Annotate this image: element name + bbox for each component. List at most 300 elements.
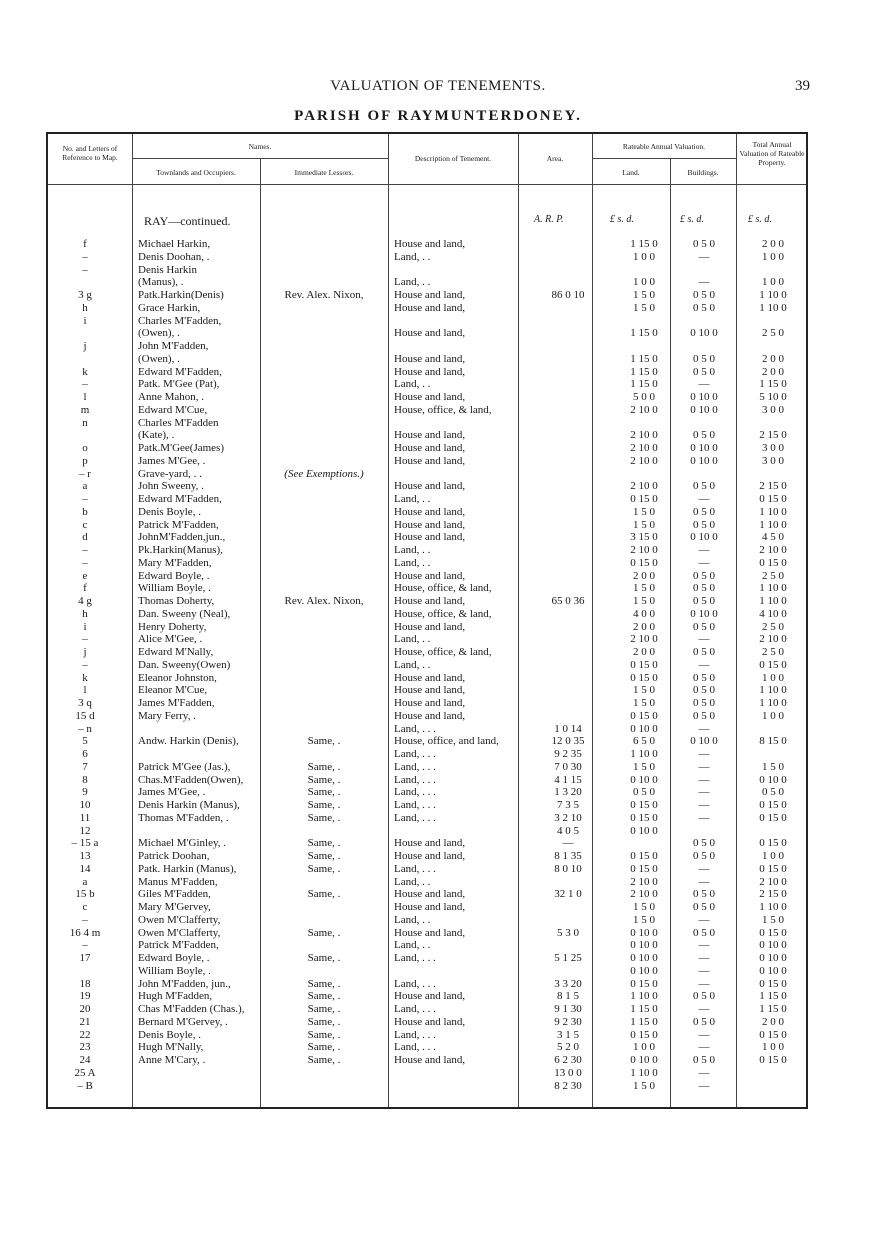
- ref-cell: 24: [79, 1054, 91, 1066]
- description-cell: Land, . . .: [394, 1041, 436, 1054]
- table-row: [48, 952, 810, 964]
- occupier-cell: Henry Doherty,: [138, 620, 207, 633]
- description-cell: House and land,: [394, 429, 466, 442]
- ref-cell: 22: [79, 1028, 91, 1041]
- ref-cell: –: [82, 556, 88, 569]
- occupier-cell: Michael M'Ginley, .: [138, 837, 227, 850]
- land-value-cell: 1 10 0: [630, 1066, 658, 1079]
- buildings-value-cell: 0 5 0: [693, 888, 715, 901]
- total-value-cell: 0 10 0: [759, 952, 787, 964]
- description-cell: House and land,: [394, 1015, 466, 1028]
- description-cell: Land, . .: [394, 493, 431, 505]
- buildings-value-cell: —: [698, 276, 710, 289]
- ref-cell: –: [82, 633, 88, 646]
- total-value-cell: 2 15 0: [759, 429, 787, 442]
- occupier-cell: John M'Fadden,: [138, 340, 209, 352]
- occupier-cell: Eleanor M'Cue,: [138, 684, 208, 697]
- table-row: [48, 850, 810, 862]
- ref-cell: – n: [78, 722, 92, 735]
- table-row: [48, 544, 810, 556]
- area-cell: 12 0 35: [551, 735, 585, 748]
- table-row: [48, 646, 810, 658]
- buildings-value-cell: 0 10 0: [690, 531, 718, 544]
- table-row: [48, 774, 810, 786]
- table-row: [48, 1080, 810, 1092]
- total-value-cell: 2 5 0: [762, 569, 784, 582]
- occupier-cell: Denis Harkin (Manus),: [138, 799, 240, 811]
- area-cell: 1 3 20: [554, 786, 582, 799]
- occupier-cell: Eleanor Johnston,: [138, 671, 217, 684]
- table-row: [48, 1067, 810, 1079]
- buildings-value-cell: —: [698, 556, 710, 569]
- occupier-cell: John M'Fadden, jun.,: [138, 977, 231, 990]
- land-value-cell: 1 5 0: [633, 289, 655, 301]
- table-row: [48, 939, 810, 951]
- description-cell: House and land,: [394, 327, 466, 340]
- description-cell: Land, . . .: [394, 1003, 436, 1015]
- ref-cell: –: [82, 493, 88, 505]
- occupier-cell: James M'Gee, .: [138, 454, 206, 467]
- land-value-cell: 2 10 0: [630, 480, 658, 493]
- table-row: [48, 429, 810, 441]
- description-cell: House and land,: [394, 442, 466, 454]
- ref-cell: l: [83, 684, 87, 697]
- table-row: [48, 455, 810, 467]
- description-cell: Land, . . .: [394, 760, 436, 773]
- total-value-cell: 2 0 0: [762, 352, 784, 365]
- ref-cell: –: [82, 250, 88, 263]
- description-cell: House and land,: [394, 671, 466, 684]
- land-value-cell: 5 0 0: [633, 391, 655, 403]
- buildings-units: £ s. d.: [680, 214, 704, 225]
- ref-cell: 19: [79, 990, 91, 1003]
- total-value-cell: 0 15 0: [759, 658, 787, 671]
- table-row: [48, 990, 810, 1002]
- table-row: [48, 825, 810, 837]
- land-value-cell: 0 15 0: [630, 658, 658, 671]
- land-value-cell: 1 10 0: [630, 748, 658, 760]
- occupier-cell: Mary Ferry, .: [138, 709, 196, 722]
- land-units: £ s. d.: [610, 214, 634, 225]
- ref-cell: 7: [82, 760, 88, 773]
- total-value-cell: 2 0 0: [762, 1015, 784, 1028]
- ref-cell: h: [82, 301, 88, 314]
- ref-cell: 6: [82, 748, 88, 760]
- occupier-cell: Denis Doohan, .: [138, 250, 210, 263]
- lessor-cell: Same, .: [307, 1003, 341, 1015]
- table-row: [48, 264, 810, 276]
- occupier-cell: Bernard M'Gervey, .: [138, 1015, 228, 1028]
- table-row: [48, 1003, 810, 1015]
- table-row: [48, 276, 810, 288]
- table-row: [48, 289, 810, 301]
- occupier-cell: William Boyle, .: [138, 582, 211, 595]
- occupier-cell: James M'Gee, .: [138, 786, 206, 799]
- total-value-cell: 0 15 0: [759, 493, 787, 505]
- ref-cell: – B: [77, 1079, 93, 1092]
- ref-cell: f: [83, 582, 87, 595]
- occupier-cell: Hugh M'Fadden,: [138, 990, 213, 1003]
- lessor-cell: Rev. Alex. Nixon,: [284, 289, 364, 301]
- land-value-cell: 0 15 0: [630, 799, 658, 811]
- header-names: Names.: [248, 142, 272, 151]
- description-cell: Land, . . .: [394, 722, 436, 735]
- area-cell: 4 0 5: [557, 824, 579, 837]
- ref-cell: a: [82, 875, 88, 888]
- table-row: [48, 914, 810, 926]
- land-value-cell: 2 0 0: [633, 646, 655, 658]
- ref-cell: 8: [82, 773, 88, 786]
- total-value-cell: 2 10 0: [759, 544, 787, 556]
- area-cell: 9 2 35: [554, 748, 582, 760]
- land-value-cell: 2 10 0: [630, 544, 658, 556]
- valuation-table: [46, 132, 808, 1109]
- total-value-cell: 2 15 0: [759, 480, 787, 493]
- lessor-cell: Same, .: [307, 837, 341, 850]
- buildings-value-cell: 0 5 0: [693, 582, 715, 595]
- ref-cell: 11: [79, 811, 91, 824]
- buildings-value-cell: —: [698, 913, 710, 926]
- ref-cell: c: [82, 518, 88, 531]
- buildings-value-cell: 0 5 0: [693, 238, 715, 250]
- occupier-cell: Mary M'Fadden,: [138, 556, 212, 569]
- table-row: [48, 710, 810, 722]
- total-value-cell: 2 10 0: [759, 875, 787, 888]
- description-cell: House and land,: [394, 531, 466, 544]
- buildings-value-cell: —: [698, 952, 710, 964]
- land-value-cell: 2 0 0: [633, 620, 655, 633]
- occupier-cell: Grave-yard, . .: [138, 467, 202, 480]
- land-value-cell: 1 0 0: [633, 250, 655, 263]
- description-cell: House and land,: [394, 926, 466, 939]
- land-value-cell: 0 15 0: [630, 556, 658, 569]
- table-row: [48, 1016, 810, 1028]
- occupier-cell: Patk.Harkin(Denis): [138, 289, 224, 301]
- buildings-value-cell: 0 10 0: [690, 442, 718, 454]
- table-row: [48, 251, 810, 263]
- land-value-cell: 0 15 0: [630, 850, 658, 862]
- ref-cell: 10: [79, 799, 91, 811]
- buildings-value-cell: 0 5 0: [693, 289, 715, 301]
- buildings-value-cell: 0 10 0: [690, 735, 718, 748]
- description-cell: House and land,: [394, 518, 466, 531]
- total-value-cell: 2 5 0: [762, 646, 784, 658]
- description-cell: House, office, & land,: [394, 646, 492, 658]
- buildings-value-cell: —: [698, 786, 710, 799]
- description-cell: House, office, & land,: [394, 403, 492, 416]
- buildings-value-cell: 0 10 0: [690, 327, 718, 340]
- area-cell: 4 1 15: [554, 773, 582, 786]
- table-row: [48, 672, 810, 684]
- land-value-cell: 1 15 0: [630, 378, 658, 391]
- ref-cell: 16 4 m: [69, 926, 101, 939]
- buildings-value-cell: 0 5 0: [693, 837, 715, 850]
- occupier-cell: Chas.M'Fadden(Owen),: [138, 773, 244, 786]
- description-cell: Land, . .: [394, 544, 431, 556]
- land-value-cell: 2 10 0: [630, 403, 658, 416]
- occupier-cell: James M'Fadden,: [138, 697, 215, 709]
- land-value-cell: 1 5 0: [633, 518, 655, 531]
- table-row: [48, 595, 810, 607]
- table-row: [48, 965, 810, 977]
- occupier-cell: Grace Harkin,: [138, 301, 201, 314]
- buildings-value-cell: —: [698, 964, 710, 977]
- page-number: 39: [795, 78, 810, 94]
- header-area: Area.: [546, 154, 564, 163]
- buildings-value-cell: 0 5 0: [693, 365, 715, 378]
- ref-cell: e: [82, 569, 88, 582]
- description-cell: House and land,: [394, 352, 466, 365]
- buildings-value-cell: —: [698, 1028, 710, 1041]
- land-value-cell: 1 5 0: [633, 901, 655, 913]
- lessor-cell: Same, .: [307, 952, 341, 964]
- description-cell: Land, . .: [394, 250, 431, 263]
- table-row: [48, 468, 810, 480]
- buildings-value-cell: —: [698, 939, 710, 952]
- land-value-cell: 1 5 0: [633, 697, 655, 709]
- ref-cell: n: [82, 416, 88, 429]
- ref-cell: – 15 a: [71, 837, 99, 850]
- ref-cell: a: [82, 480, 88, 493]
- occupier-cell: (Kate), .: [138, 429, 175, 442]
- total-value-cell: 3 0 0: [762, 403, 784, 416]
- ref-cell: k: [82, 365, 88, 378]
- buildings-value-cell: 0 5 0: [693, 926, 715, 939]
- lessor-cell: Same, .: [307, 735, 341, 748]
- total-value-cell: 2 5 0: [762, 327, 784, 340]
- description-cell: House and land,: [394, 620, 466, 633]
- land-value-cell: 1 10 0: [630, 990, 658, 1003]
- occupier-cell: Thomas M'Fadden, .: [138, 811, 229, 824]
- ref-cell: 23: [79, 1041, 91, 1054]
- header-rule: [592, 158, 736, 159]
- total-value-cell: 1 10 0: [759, 595, 787, 607]
- description-cell: Land, . . .: [394, 799, 436, 811]
- ref-cell: h: [82, 607, 88, 620]
- total-value-cell: 0 5 0: [762, 786, 784, 799]
- land-value-cell: 0 10 0: [630, 952, 658, 964]
- ref-cell: 25 A: [74, 1066, 96, 1079]
- ref-cell: c: [82, 901, 88, 913]
- total-value-cell: 0 15 0: [759, 926, 787, 939]
- occupier-cell: Manus M'Fadden,: [138, 875, 218, 888]
- description-cell: Land, . .: [394, 633, 431, 646]
- header-buildings: Buildings.: [687, 168, 719, 177]
- header-total: Total Annual Valuation of Rateable Property.: [739, 140, 805, 167]
- description-cell: House and land,: [394, 505, 466, 518]
- table-row: [48, 837, 810, 849]
- total-value-cell: 0 10 0: [759, 964, 787, 977]
- description-cell: House and land,: [394, 391, 466, 403]
- land-value-cell: 1 5 0: [633, 595, 655, 607]
- table-row: [48, 315, 810, 327]
- occupier-cell: Patrick M'Fadden,: [138, 518, 219, 531]
- total-value-cell: 1 0 0: [762, 276, 784, 289]
- description-cell: House and land,: [394, 595, 466, 607]
- total-value-cell: 2 15 0: [759, 888, 787, 901]
- occupier-cell: Anne Mahon, .: [138, 391, 204, 403]
- total-value-cell: 3 0 0: [762, 454, 784, 467]
- occupier-cell: Patrick Doohan,: [138, 850, 210, 862]
- table-row: [48, 863, 810, 875]
- area-cell: 3 2 10: [554, 811, 582, 824]
- ref-cell: –: [82, 913, 88, 926]
- description-cell: Land, . .: [394, 875, 431, 888]
- buildings-value-cell: 0 5 0: [693, 850, 715, 862]
- table-row: [48, 404, 810, 416]
- land-value-cell: 1 15 0: [630, 352, 658, 365]
- land-value-cell: 0 10 0: [630, 824, 658, 837]
- ref-cell: –: [82, 939, 88, 952]
- occupier-cell: (Owen), .: [138, 327, 180, 340]
- occupier-cell: Edward M'Fadden,: [138, 365, 222, 378]
- land-value-cell: 1 5 0: [633, 582, 655, 595]
- table-row: [48, 327, 810, 339]
- land-value-cell: 0 15 0: [630, 1028, 658, 1041]
- ref-cell: 21: [79, 1015, 91, 1028]
- ref-cell: 3 q: [78, 697, 92, 709]
- buildings-value-cell: —: [698, 1066, 710, 1079]
- buildings-value-cell: 0 5 0: [693, 901, 715, 913]
- land-value-cell: 1 5 0: [633, 913, 655, 926]
- table-row: [48, 799, 810, 811]
- land-value-cell: 0 10 0: [630, 722, 658, 735]
- total-value-cell: 4 5 0: [762, 531, 784, 544]
- total-value-cell: 2 10 0: [759, 633, 787, 646]
- ref-cell: 13: [79, 850, 91, 862]
- table-row: [48, 888, 810, 900]
- buildings-value-cell: 0 5 0: [693, 671, 715, 684]
- buildings-value-cell: 0 5 0: [693, 569, 715, 582]
- occupier-cell: JohnM'Fadden,jun.,: [138, 531, 226, 544]
- occupier-cell: Pk.Harkin(Manus),: [138, 544, 223, 556]
- land-value-cell: 2 0 0: [633, 569, 655, 582]
- area-cell: 6 2 30: [554, 1054, 582, 1066]
- lessor-cell: Same, .: [307, 1028, 341, 1041]
- total-value-cell: 1 0 0: [762, 850, 784, 862]
- occupier-cell: Owen M'Clafferty,: [138, 913, 221, 926]
- land-value-cell: 2 10 0: [630, 875, 658, 888]
- land-value-cell: 4 0 0: [633, 607, 655, 620]
- total-value-cell: 0 10 0: [759, 773, 787, 786]
- ref-cell: 9: [82, 786, 88, 799]
- occupier-cell: (Manus), .: [138, 276, 184, 289]
- ref-cell: p: [82, 454, 88, 467]
- lessor-cell: Same, .: [307, 760, 341, 773]
- table-row: [48, 417, 810, 429]
- ref-cell: –: [82, 378, 88, 391]
- land-value-cell: 1 5 0: [633, 505, 655, 518]
- header-rateable: Rateable Annual Valuation.: [622, 142, 706, 151]
- running-title: VALUATION OF TENEMENTS.: [330, 78, 546, 94]
- buildings-value-cell: 0 5 0: [693, 518, 715, 531]
- occupier-cell: Owen M'Clafferty,: [138, 926, 221, 939]
- table-row: [48, 493, 810, 505]
- occupier-cell: Charles M'Fadden,: [138, 314, 222, 327]
- occupier-cell: Michael Harkin,: [138, 238, 211, 250]
- occupier-cell: Dan. Sweeny (Neal),: [138, 607, 231, 620]
- land-value-cell: 2 10 0: [630, 888, 658, 901]
- description-cell: House and land,: [394, 301, 466, 314]
- table-row: [48, 901, 810, 913]
- area-units: A. R. P.: [534, 214, 564, 225]
- occupier-cell: Denis Boyle, .: [138, 1028, 201, 1041]
- land-value-cell: 0 10 0: [630, 964, 658, 977]
- lessor-cell: Same, .: [307, 811, 341, 824]
- buildings-value-cell: —: [698, 250, 710, 263]
- buildings-value-cell: 0 10 0: [690, 607, 718, 620]
- occupier-cell: Edward Boyle, .: [138, 569, 210, 582]
- buildings-value-cell: 0 5 0: [693, 1015, 715, 1028]
- land-value-cell: 2 10 0: [630, 633, 658, 646]
- description-cell: House and land,: [394, 990, 466, 1003]
- description-cell: House and land,: [394, 365, 466, 378]
- table-row: [48, 340, 810, 352]
- description-cell: House, office, & land,: [394, 607, 492, 620]
- lessor-cell: Same, .: [307, 990, 341, 1003]
- table-row: [48, 378, 810, 390]
- description-cell: Land, . . .: [394, 1028, 436, 1041]
- total-value-cell: 8 15 0: [759, 735, 787, 748]
- lessor-cell: Same, .: [307, 888, 341, 901]
- total-value-cell: 1 5 0: [762, 913, 784, 926]
- header-rule: [48, 184, 806, 185]
- occupier-cell: Patk. M'Gee (Pat),: [138, 378, 220, 391]
- occupier-cell: Edward Boyle, .: [138, 952, 210, 964]
- buildings-value-cell: 0 5 0: [693, 480, 715, 493]
- total-value-cell: 5 10 0: [759, 391, 787, 403]
- land-value-cell: 1 5 0: [633, 684, 655, 697]
- description-cell: House and land,: [394, 454, 466, 467]
- table-row: [48, 238, 810, 250]
- land-value-cell: 3 15 0: [630, 531, 658, 544]
- lessor-cell: Same, .: [307, 862, 341, 875]
- total-value-cell: 1 0 0: [762, 250, 784, 263]
- table-row: [48, 391, 810, 403]
- ref-cell: 12: [79, 824, 91, 837]
- land-value-cell: 1 15 0: [630, 1003, 658, 1015]
- ref-cell: 20: [79, 1003, 91, 1015]
- lessor-cell: Same, .: [307, 799, 341, 811]
- buildings-value-cell: —: [698, 773, 710, 786]
- table-row: [48, 442, 810, 454]
- occupier-cell: Dan. Sweeny(Owen): [138, 658, 231, 671]
- ref-cell: o: [82, 442, 88, 454]
- description-cell: Land, . .: [394, 913, 431, 926]
- table-row: [48, 366, 810, 378]
- buildings-value-cell: 0 5 0: [693, 595, 715, 607]
- table-row: [48, 684, 810, 696]
- table-row: [48, 735, 810, 747]
- land-value-cell: 0 5 0: [633, 786, 655, 799]
- buildings-value-cell: —: [698, 977, 710, 990]
- buildings-value-cell: —: [698, 722, 710, 735]
- ref-cell: 3 g: [78, 289, 92, 301]
- buildings-value-cell: —: [698, 811, 710, 824]
- header-description: Description of Tenement.: [414, 154, 492, 163]
- table-row: [48, 927, 810, 939]
- description-cell: House and land,: [394, 901, 466, 913]
- total-value-cell: 1 10 0: [759, 582, 787, 595]
- land-value-cell: 0 15 0: [630, 493, 658, 505]
- ref-cell: f: [83, 238, 87, 250]
- land-value-cell: 1 15 0: [630, 365, 658, 378]
- land-value-cell: 2 10 0: [630, 442, 658, 454]
- occupier-cell: Giles M'Fadden,: [138, 888, 211, 901]
- lessor-cell: Same, .: [307, 786, 341, 799]
- description-cell: House and land,: [394, 684, 466, 697]
- total-value-cell: 1 15 0: [759, 378, 787, 391]
